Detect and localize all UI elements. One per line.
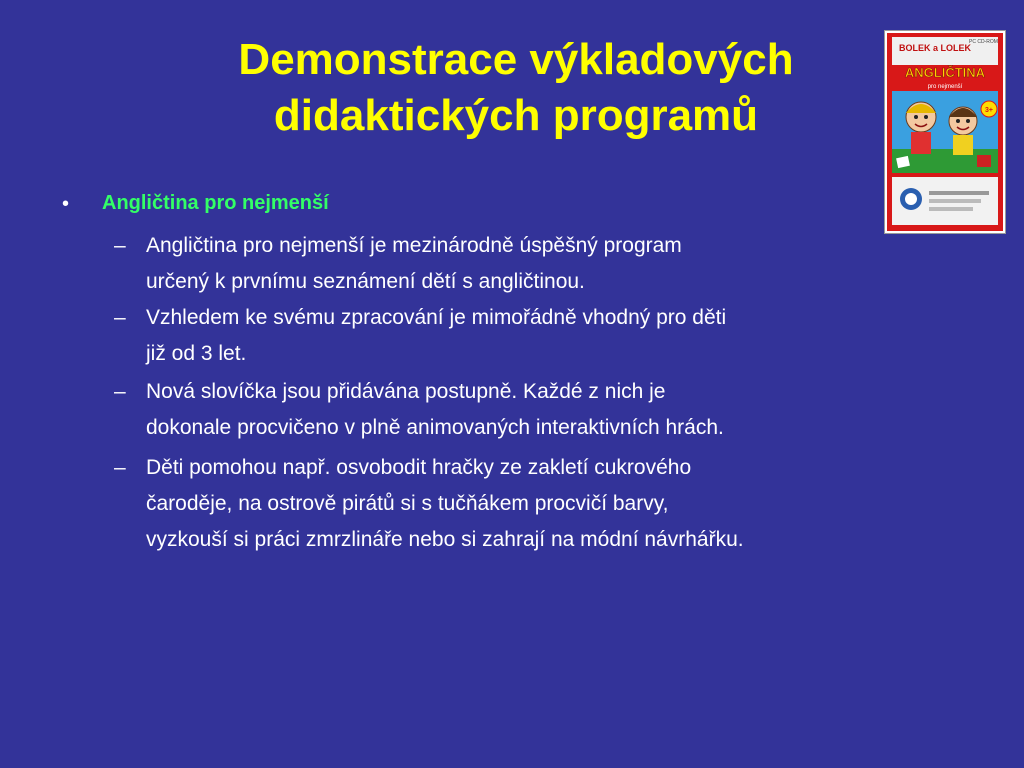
- list-item-text: [146, 450, 964, 558]
- dash-symbol: –: [114, 380, 126, 403]
- list-item-line: dokonale procvičeno v plně animovaných interaktivních hrách.: [146, 416, 724, 439]
- cover-brand-text: BOLEK a LOLEK: [899, 43, 972, 53]
- list-item-text: [146, 374, 964, 446]
- list-item-line: již od 3 let.: [146, 342, 247, 365]
- list-item-line: Vzhledem ke svému zpracování je mimořádně vhodný pro děti: [146, 306, 727, 329]
- list-item-line: Děti pomohou např. osvobodit hračky ze zakletí cukrového: [146, 456, 692, 479]
- slide-title: [96, 32, 936, 144]
- dash-symbol: –: [114, 456, 126, 479]
- section-heading: Angličtina pro nejmenší: [102, 192, 329, 214]
- cover-age-badge: 3+: [985, 107, 993, 114]
- dash-symbol: –: [114, 234, 126, 257]
- list-item: [114, 228, 964, 300]
- slide-title-line-1: Demonstrace výkladových: [238, 35, 794, 84]
- software-box-cover-image: [884, 30, 1006, 234]
- list-item-line: čaroděje, na ostrově pirátů si s tučňákem procvičí barvy,: [146, 492, 669, 515]
- list-item: [114, 374, 964, 446]
- software-box-cover-icon: [885, 31, 1005, 233]
- list-item-text: [146, 228, 964, 300]
- slide-title-line-2: didaktických programů: [273, 91, 759, 140]
- cover-subtitle: pro nejmenší: [927, 84, 963, 90]
- list-item: [114, 300, 964, 372]
- list-item-line: Nová slovíčka jsou přidávána postupně. Každé z nich je: [146, 380, 666, 403]
- list-item-line: Angličtina pro nejmenší je mezinárodně úspěšný program: [146, 234, 682, 257]
- dash-symbol: –: [114, 306, 126, 329]
- list-item: [114, 450, 964, 558]
- cover-badge-text: PC CD-ROM: [969, 39, 998, 45]
- bullet-symbol: •: [62, 193, 70, 215]
- list-item-line: vyzkouší si práci zmrzlináře nebo si zahrají na módní návrhářku.: [146, 528, 744, 551]
- list-item-line: určený k prvnímu seznámení dětí s angličtinou.: [146, 270, 585, 293]
- list-item-text: [146, 300, 964, 372]
- cover-product-title: ANGLIČTINA: [904, 65, 986, 80]
